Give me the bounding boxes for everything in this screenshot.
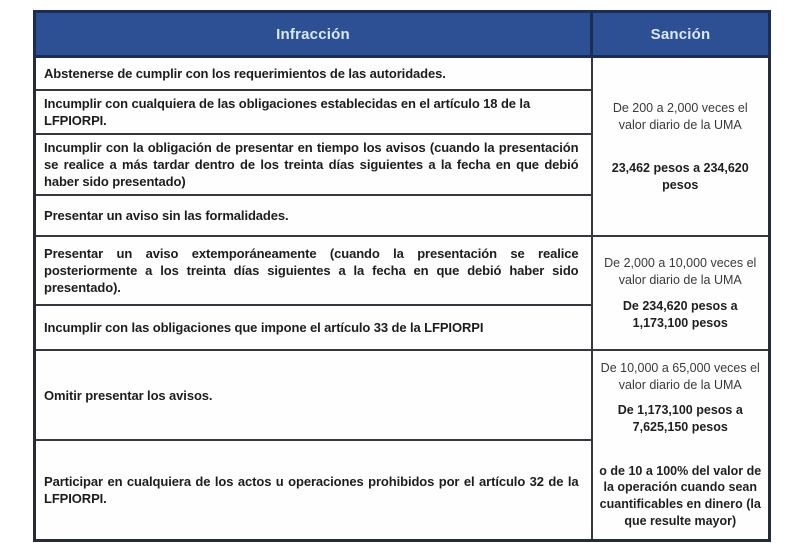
sanction-uma-range-2: De 2,000 a 10,000 veces el valor diario de la UMA: [604, 256, 757, 287]
infraction-cell-5: Presentar un aviso extemporáneamente (cuando la presentación se realice posteriormente a los treinta días siguientes a la fecha en que debió haber sido presentado).: [35, 236, 592, 305]
sanction-cell-group-3: [592, 350, 770, 540]
sanction-pesos-range-3: De 1,173,100 pesos a 7,625,150 pesos: [617, 402, 743, 434]
infraction-cell-6: Incumplir con las obligaciones que impone el artículo 33 de la LFPIORPI: [35, 305, 592, 350]
sanction-pesos-range-2: De 234,620 pesos a 1,173,100 pesos: [622, 298, 738, 330]
infraction-cell-8: Participar en cualquiera de los actos u operaciones prohibidos por el artículo 32 de la LFPIORPI.: [35, 440, 592, 540]
sanction-cell-group-1: [592, 57, 770, 237]
infraction-cell-7: Omitir presentar los avisos.: [35, 350, 592, 440]
infractions-sanctions-table: [33, 10, 771, 542]
sanction-cell-group-2: [592, 236, 770, 350]
sanction-alternative-range-3: o de 10 a 100% del valor de la operación cuando sean cuantificables en dinero (la que resulte mayor): [599, 463, 762, 529]
infraction-cell-1: Abstenerse de cumplir con los requerimientos de las autoridades.: [35, 57, 592, 90]
sanction-uma-range-1: De 200 a 2,000 veces el valor diario de la UMA: [612, 100, 748, 132]
table-row: [35, 236, 770, 305]
table-row: [35, 57, 770, 90]
header-sancion: Sanción: [592, 12, 770, 57]
table-row: [35, 350, 770, 440]
sanction-pesos-range-1: 23,462 pesos a 234,620 pesos: [611, 160, 749, 192]
sanctions-table-container: [33, 10, 771, 542]
infraction-cell-4: Presentar un aviso sin las formalidades.: [35, 195, 592, 236]
header-row: [35, 12, 770, 57]
infraction-cell-2: Incumplir con cualquiera de las obligaciones establecidas en el artículo 18 de la LFPIORPI.: [35, 90, 592, 134]
header-infraccion: Infracción: [35, 12, 592, 57]
infraction-cell-3: Incumplir con la obligación de presentar en tiempo los avisos (cuando la presentación se realice a más tardar dentro de los treinta días siguientes a la fecha en que debió haber sido presentado): [35, 134, 592, 195]
sanction-uma-range-3: De 10,000 a 65,000 veces el valor diario de la UMA: [600, 361, 760, 392]
